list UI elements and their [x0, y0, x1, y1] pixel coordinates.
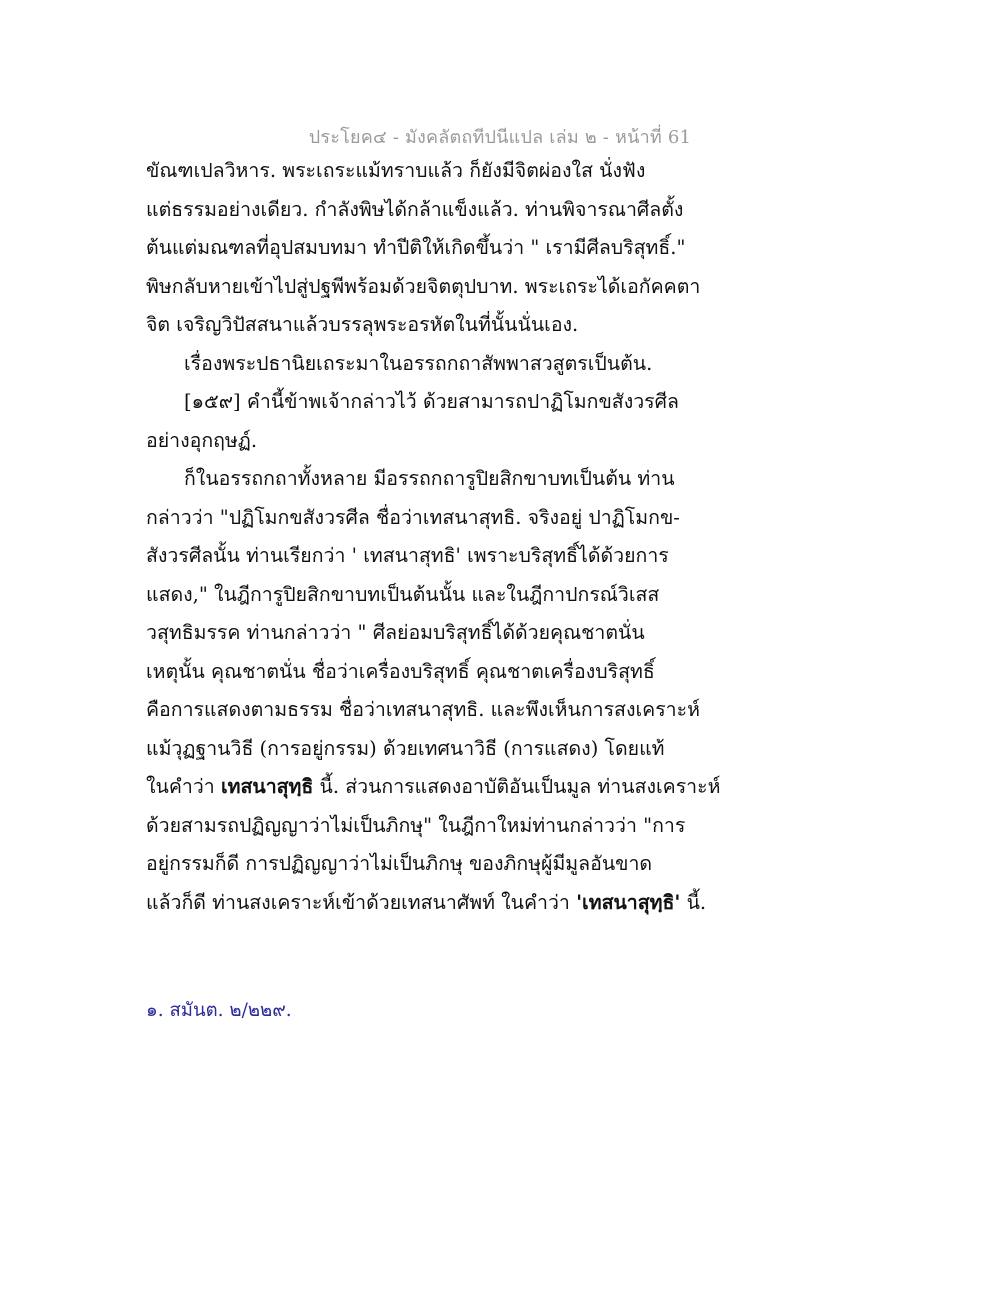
text-line: พิษกลับหายเข้าไปสู่ปฐพีพร้อมด้วยจิตตุปบาท. พระเถระได้เอกัคคตา: [146, 274, 701, 298]
text-line-with-bold: แล้วก็ดี ท่านสงเคราะห์เข้าด้วยเทสนาศัพท์ ในคำว่า 'เทสนาสุทฺธิ' นี้.: [146, 890, 707, 914]
text-line: แม้วุฏฐานวิธี (การอยู่กรรม) ด้วยเทศนาวิธี (การแสดง) โดยแท้: [146, 736, 665, 760]
text-line-with-bold: ในคำว่า เทสนาสุทฺธิ นี้. ส่วนการแสดงอาบัติอันเป็นมูล ท่านสงเคราะห์: [146, 775, 721, 798]
bold-term: เทสนาสุทฺธิ: [220, 775, 314, 798]
text-line: อย่างอุกฤษฏ์.: [146, 428, 258, 452]
text-line: [๑๕๙] คำนี้ข้าพเจ้ากล่าวไว้ ด้วยสามารถปาฏิโมกขสังวรศีล: [184, 390, 679, 413]
main-text-block: [146, 152, 726, 922]
text-line: เหตุนั้น คุณชาตนั่น ชื่อว่าเครื่องบริสุทธิ์ คุณชาตเครื่องบริสุทธิ์: [146, 659, 655, 683]
text-line: แสดง," ในฎีการูปิยสิกขาบทเป็นต้นนั้น และในฎีกาปกรณ์วิเสส: [146, 582, 660, 606]
footnote-text: ๑. สมันต. ๒/๒๒๙.: [146, 1000, 292, 1021]
text-line: วสุทธิมรรค ท่านกล่าวว่า " ศีลย่อมบริสุทธิ์ได้ด้วยคุณชาตนั่น: [146, 621, 645, 644]
bold-term: 'เทสนาสุทฺธิ': [576, 890, 681, 914]
page-header-text: ประโยค๔ - มังคลัตถทีปนีแปล เล่ม ๒ - หน้าที่ 61: [308, 127, 692, 148]
text-line: ต้นแต่มณฑลที่อุปสมบทมา ทำปีติให้เกิดขึ้นว่า " เรามีศีลบริสุทธิ์.": [146, 236, 686, 259]
text-line: ขัณฑเปลวิหาร. พระเถระแม้ทราบแล้ว ก็ยังมีจิตผ่องใส นั่งฟัง: [146, 159, 646, 182]
text-line: อยู่กรรมก็ดี การปฏิญญาว่าไม่เป็นภิกษุ ของภิกษุผู้มีมูลอันขาด: [146, 852, 653, 875]
page-header: [0, 122, 1000, 151]
text-line: จิต เจริญวิปัสสนาแล้วบรรลุพระอรหัตในที่นั้นนั่นเอง.: [146, 313, 579, 336]
footnote: [146, 996, 292, 1025]
text-line: แต่ธรรมอย่างเดียว. กำลังพิษได้กล้าแข็งแล้ว. ท่านพิจารณาศีลตั้ง: [146, 197, 684, 221]
text-line: คือการแสดงตามธรรม ชื่อว่าเทสนาสุทธิ. และพึงเห็นการสงเคราะห์: [146, 698, 700, 721]
text-line: เรื่องพระปธานิยเถระมาในอรรถกถาสัพพาสวสูตรเป็นต้น.: [184, 351, 653, 375]
text-line: ก็ในอรรถกถาทั้งหลาย มีอรรถกถารูปิยสิกขาบทเป็นต้น ท่าน: [184, 467, 675, 490]
text-line: สังวรศีลนั้น ท่านเรียกว่า ' เทสนาสุทธิ' เพราะบริสุทธิ์ได้ด้วยการ: [146, 544, 669, 567]
text-line: กล่าวว่า "ปฏิโมกขสังวรศีล ชื่อว่าเทสนาสุทธิ. จริงอยู่ ปาฏิโมกข-: [146, 505, 680, 529]
text-line: ด้วยสามรถปฏิญญาว่าไม่เป็นภิกษุ" ในฎีกาใหม่ท่านกล่าวว่า "การ: [146, 813, 686, 837]
